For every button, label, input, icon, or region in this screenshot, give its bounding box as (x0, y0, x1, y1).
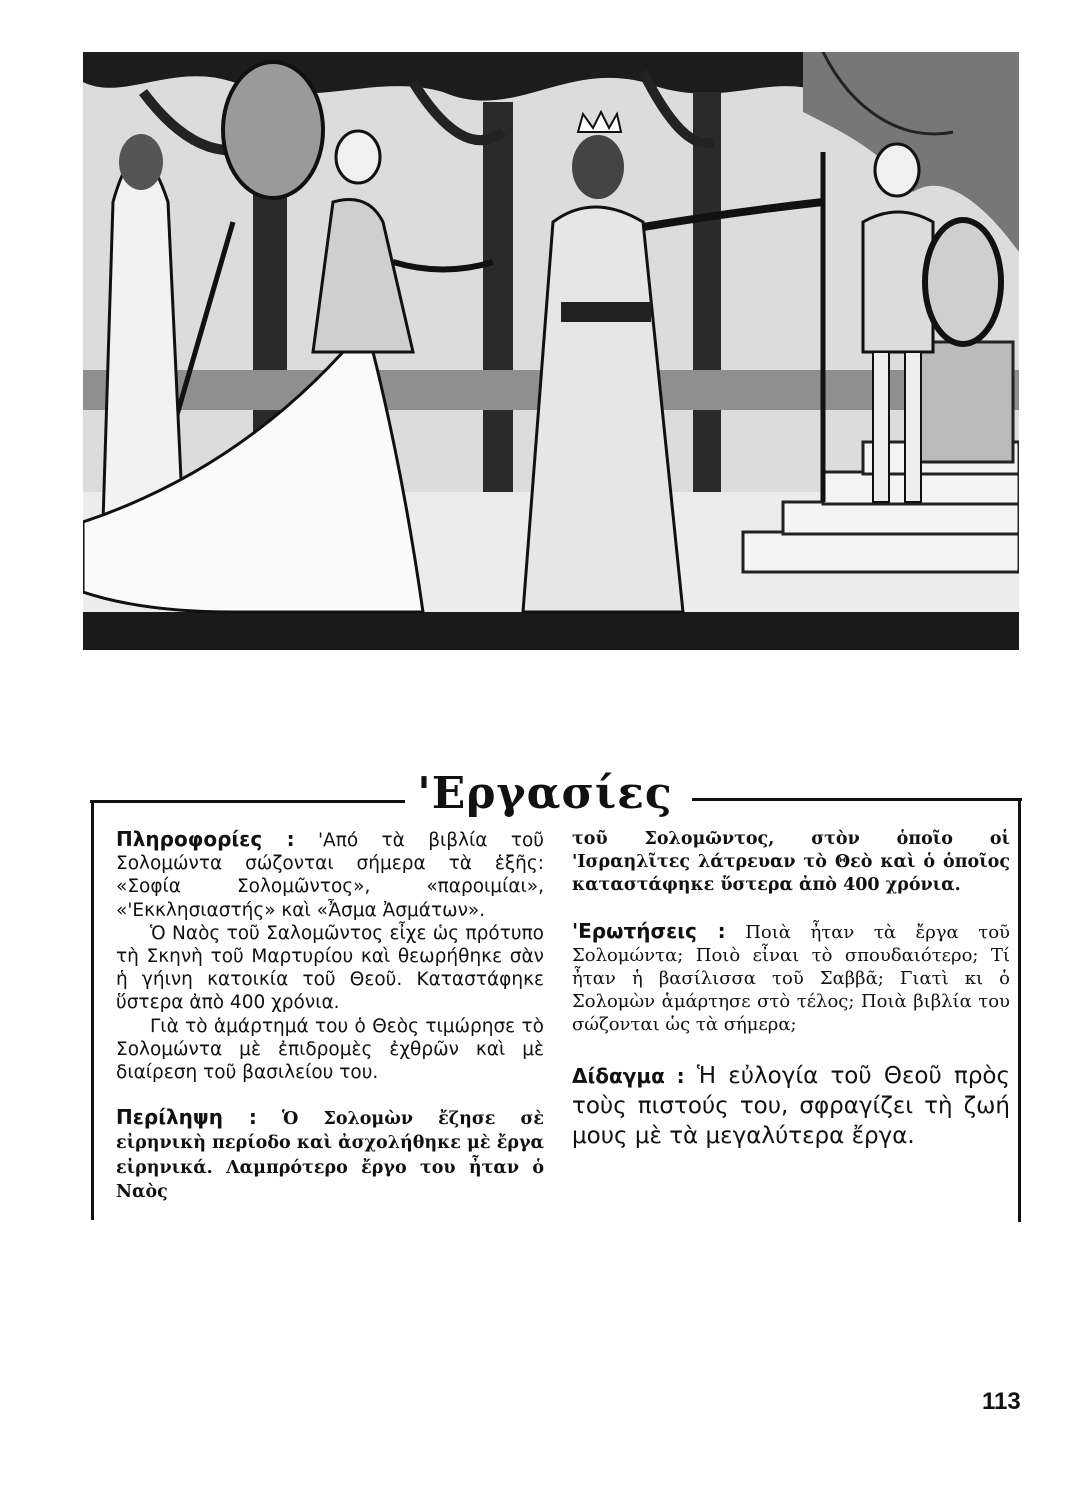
questions-label: 'Ερωτήσεις : (572, 918, 726, 943)
summary-continued: τοῦ Σολομῶντος, στὸν ὁποῖο οἱ 'Ισραηλῖτες λάτρευαν τὸ Θεὸ καὶ ὁ ὁποῖος καταστάφηκε ὕστερα ἀπὸ 400 χρόνια. (572, 829, 1010, 896)
motto-text: Ἡ εὐλογία τοῦ Θεοῦ πρὸς τοὺς πιστούς του, σφραγίζει τὴ ζωή μους μὲ τὰ μεγαλύτερα ἔργα. (572, 1062, 1010, 1149)
summary-text: Ὁ Σολομὼν ἔζησε σὲ εἰρηνικὴ περίοδο καὶ ἀσχολήθηκε μὲ ἔργα εἰρηνικά. Λαμπρότερο ἔργο του ἦταν ὁ Ναὸς (116, 1109, 544, 1202)
section-title-wrap (0, 768, 1090, 819)
box-rule-left (91, 800, 94, 1220)
summary-label: Περίληψη : (116, 1105, 257, 1130)
box-rule-right (1018, 800, 1021, 1222)
section-title: 'Εργασίες (405, 768, 684, 819)
illustration-drawing (83, 52, 1019, 650)
solomon-queen-illustration (83, 52, 1019, 650)
info-paragraph (116, 828, 544, 922)
motto-label: Δίδαγμα : (572, 1063, 685, 1088)
sin-paragraph: Γιὰ τὸ ἁμάρτημά του ὁ Θεὸς τιμώρησε τὸ Σολομώντα μὲ ἐπιδρομὲς ἐχθρῶν καὶ μὲ διαίρεση τοῦ βασιλείου του. (116, 1015, 544, 1084)
page-number: 113 (982, 1388, 1021, 1415)
info-text: 'Από τὰ βιβλία τοῦ Σολομώντα σώζονται σήμερα τὰ ἑξῆς: «Σοφία Σολομῶντος», «παροιμίαι», «'Εκκλησιαστής» καὶ «Ἆσμα Ἀσμάτων». (116, 830, 544, 921)
questions-text: Ποιὰ ἦταν τὰ ἔργα τοῦ Σολομώντα; Ποιὸ εἶναι τὸ σπουδαιότερο; Τί ἦταν ἡ βασίλισσα τοῦ Σαββᾶ; Γιατὶ κι ὁ Σολομὼν ἁμάρτησε στὸ τέλος; Ποιὰ βιβλία του σώζονται ὡς τὰ σήμερα; (572, 921, 1010, 1036)
questions-paragraph (572, 920, 1010, 1037)
right-column (572, 828, 1010, 1151)
temple-paragraph: Ὁ Ναὸς τοῦ Σαλομῶντος εἶχε ὡς πρότυπο τὴ Σκηνὴ τοῦ Μαρτυρίου καὶ θεωρήθηκε σὰν ἡ γήινη κατοικία τοῦ Θεοῦ. Καταστάφηκε ὕστερα ἀπὸ 400 χρόνια. (116, 922, 544, 1014)
summary-paragraph (116, 1106, 544, 1204)
motto-paragraph (572, 1061, 1010, 1151)
left-column (116, 828, 544, 1204)
info-label: Πληροφορίες : (116, 827, 295, 851)
